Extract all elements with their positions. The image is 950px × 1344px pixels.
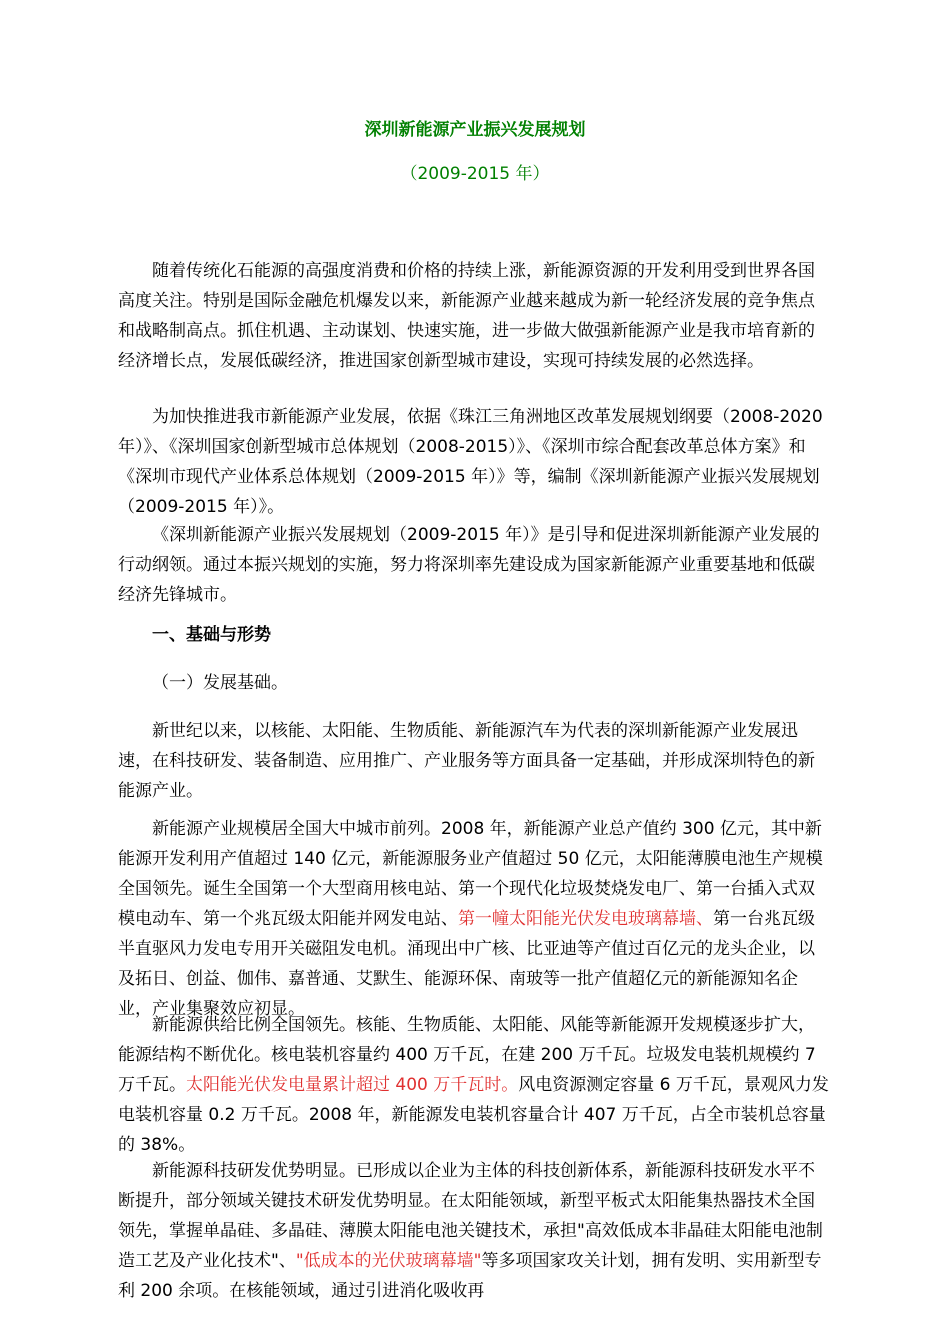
paragraph-industry-scale — [118, 814, 830, 1024]
highlighted-text: 第一幢太阳能光伏发电玻璃幕墙、 — [458, 909, 713, 929]
paragraph-overview: 新世纪以来，以核能、太阳能、生物质能、新能源汽车为代表的深圳新能源产业发展迅速，在科技研发、装备制造、应用推广、产业服务等方面具备一定基础，并形成深圳特色的新能源产业。 — [118, 721, 815, 801]
text-segment: 新能源供给比例全国领先。核能、生物质能、太阳能、风能等新能源开发规模逐步扩大，能源结构不断优化。核电装机容量约 400 万千瓦，在建 200 万千瓦。垃圾发电装机规模约 7 万千瓦。 — [118, 1015, 816, 1095]
highlighted-text: "低成本的光伏玻璃幕墙" — [295, 1251, 482, 1271]
paragraph-purpose: 《深圳新能源产业振兴发展规划（2009-2015 年）》是引导和促进深圳新能源产业发展的行动纲领。通过本振兴规划的实施，努力将深圳率先建设成为国家新能源产业重要基地和低碳经济先锋城市。 — [118, 525, 820, 605]
text-segment: 新能源科技研发优势明显。已形成以企业为主体的科技创新体系，新能源科技研发水平不断提升，部分领域关键技术研发优势明显。在太阳能领域，新型平板式太阳能集热器技术全国领先，掌握单晶硅、多晶硅、薄膜太阳能电池关键技术，承担"高效低成本非晶硅太阳能电池制造工艺及产业化技术"、 — [118, 1161, 823, 1271]
text-segment: 风电资源测定容量 6 万千瓦，景观风力发电装机容量 0.2 万千瓦。2008 年，新能源发电装机容量合计 407 万千瓦，占全市装机总容量的 38%。 — [118, 1075, 829, 1155]
text-segment: 第一台兆瓦级半直驱风力发电专用开关磁阻发电机。涌现出中广核、比亚迪等产值过百亿元的龙头企业，以及拓日、创益、伽伟、嘉普通、艾默生、能源环保、南玻等一批产值超亿元的新能源知名企业，产业集聚效应初显。 — [118, 909, 815, 1019]
text-segment: 等多项国家攻关计划，拥有发明、实用新型专利 200 余项。在核能领域，通过引进消化吸收再 — [118, 1251, 822, 1301]
subsection-heading: （一）发展基础。 — [152, 673, 288, 693]
paragraph-basis: 为加快推进我市新能源产业发展，依据《珠江三角洲地区改革发展规划纲要（2008-2020 年）》、《深圳国家创新型城市总体规划（2008-2015）》、《深圳市综合配套改革总体方案》和《深圳市现代产业体系总体规划（2009-2015 年）》等，编制《深圳新能源产业振兴发展规划（2009-2015 年）》。 — [118, 407, 823, 517]
paragraph-intro: 随着传统化石能源的高强度消费和价格的持续上涨，新能源资源的开发利用受到世界各国高度关注。特别是国际金融危机爆发以来，新能源产业越来越成为新一轮经济发展的竞争焦点和战略制高点。抓住机遇、主动谋划、快速实施，进一步做大做强新能源产业是我市培育新的经济增长点，发展低碳经济，推进国家创新型城市建设，实现可持续发展的必然选择。 — [118, 261, 815, 371]
highlighted-text: 太阳能光伏发电量累计超过 400 万千瓦时。 — [186, 1075, 519, 1095]
paragraph-research — [118, 1156, 830, 1306]
text-segment: 新能源产业规模居全国大中城市前列。2008 年，新能源产业总产值约 300 亿元，其中新能源开发利用产值超过 140 亿元，新能源服务业产值超过 50 亿元，太阳能薄膜电池生产规模全国领先。诞生全国第一个大型商用核电站、第一个现代化垃圾焚烧发电厂、第一台插入式双模电动车、第一个兆瓦级太阳能并网发电站、 — [118, 819, 823, 929]
document-title: 深圳新能源产业振兴发展规划 — [364, 120, 586, 140]
document-subtitle: （2009-2015 年） — [400, 164, 550, 184]
section-heading: 一、基础与形势 — [152, 625, 271, 645]
paragraph-energy-supply — [118, 1010, 830, 1160]
